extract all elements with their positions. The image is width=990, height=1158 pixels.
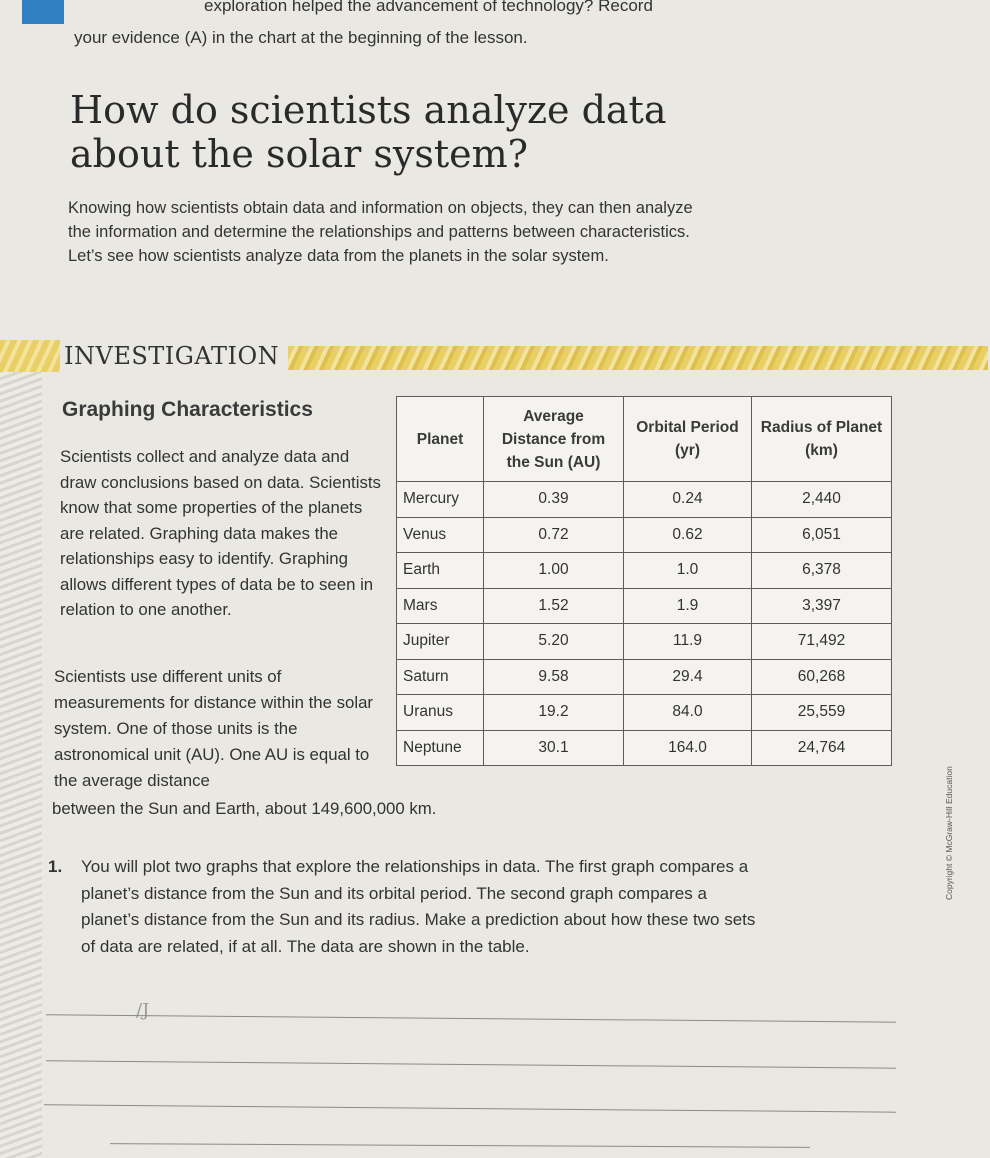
table-row: [397, 659, 892, 695]
cell-distance: 5.20: [484, 624, 624, 660]
investigation-stripe: [288, 346, 988, 370]
cell-planet: Mercury: [397, 482, 484, 518]
cell-radius: 60,268: [752, 659, 892, 695]
header-planet: Planet: [397, 397, 484, 482]
section-heading: Graphing Characteristics: [62, 398, 313, 421]
header-distance: Average Distance from the Sun (AU): [484, 397, 624, 482]
cell-orbital-period: 1.9: [624, 588, 752, 624]
cell-orbital-period: 0.62: [624, 517, 752, 553]
cell-distance: 0.39: [484, 482, 624, 518]
cell-radius: 24,764: [752, 730, 892, 766]
intro-paragraph: Knowing how scientists obtain data and information on objects, they can then analyze the information and determine the relationships and patterns between characteristics. Let’s see how scientists analyze data from the planets in the solar system.: [68, 199, 693, 265]
table-row: [397, 695, 892, 731]
pencil-mark-icon: /J: [136, 1000, 150, 1021]
investigation-stripe-left: [0, 340, 60, 372]
header-radius: Radius of Planet (km): [752, 397, 892, 482]
cell-radius: 6,051: [752, 517, 892, 553]
question-text: You will plot two graphs that explore the relationships in data. The first graph compares a planet’s distance from the Sun and its orbital period. The second graph compares a planet’s distance from the Sun and its radius. Make a prediction about how these two sets of data are related, if at all. The data are shown in the table.: [81, 857, 756, 956]
cell-radius: 3,397: [752, 588, 892, 624]
cell-distance: 30.1: [484, 730, 624, 766]
table-row: [397, 588, 892, 624]
cell-distance: 9.58: [484, 659, 624, 695]
cell-orbital-period: 29.4: [624, 659, 752, 695]
body-paragraph-2-tail: between the Sun and Earth, about 149,600,000 km.: [52, 799, 437, 818]
header-line-1: exploration helped the advancement of technology? Record: [204, 0, 653, 15]
page-title: How do scientists analyze data about the solar system?: [70, 88, 667, 176]
cell-planet: Venus: [397, 517, 484, 553]
cell-distance: 0.72: [484, 517, 624, 553]
cell-planet: Earth: [397, 553, 484, 589]
cell-planet: Neptune: [397, 730, 484, 766]
table-row: [397, 624, 892, 660]
cell-planet: Saturn: [397, 659, 484, 695]
cell-orbital-period: 84.0: [624, 695, 752, 731]
cell-radius: 25,559: [752, 695, 892, 731]
cell-radius: 6,378: [752, 553, 892, 589]
cell-radius: 2,440: [752, 482, 892, 518]
page-edge-pattern: [0, 370, 42, 1158]
cell-radius: 71,492: [752, 624, 892, 660]
cell-distance: 1.52: [484, 588, 624, 624]
investigation-band: [0, 336, 990, 378]
answer-line-2[interactable]: [46, 1060, 896, 1068]
table-row: [397, 517, 892, 553]
cell-orbital-period: 164.0: [624, 730, 752, 766]
cell-distance: 1.00: [484, 553, 624, 589]
cell-orbital-period: 0.24: [624, 482, 752, 518]
header-line-2: your evidence (A) in the chart at the beginning of the lesson.: [74, 28, 528, 47]
answer-line-4[interactable]: [110, 1143, 810, 1148]
header-orbital-period: Orbital Period (yr): [624, 397, 752, 482]
cell-orbital-period: 11.9: [624, 624, 752, 660]
question-number: 1.: [48, 857, 63, 876]
copyright-notice: Copyright © McGraw-Hill Education: [944, 766, 954, 900]
body-paragraph-1: Scientists collect and analyze data and draw conclusions based on data. Scientists know that some properties of the planets are related. Graphing data makes the relationships easy to identify. Graphing allows different types of data be to seen in relation to one another.: [60, 447, 381, 619]
cell-distance: 19.2: [484, 695, 624, 731]
cell-planet: Jupiter: [397, 624, 484, 660]
table-row: [397, 553, 892, 589]
table-header-row: [397, 397, 892, 482]
answer-line-1[interactable]: [46, 1014, 896, 1022]
table-row: [397, 482, 892, 518]
body-paragraph-2: Scientists use different units of measurements for distance within the solar system. One of those units is the astronomical unit (AU). One AU is equal to the average distance: [54, 667, 373, 790]
cell-planet: Uranus: [397, 695, 484, 731]
question-1: [48, 854, 768, 960]
investigation-label: INVESTIGATION: [64, 342, 280, 370]
answer-line-3[interactable]: [44, 1104, 896, 1112]
blue-corner-tab: [22, 0, 64, 24]
planet-data-table: [396, 396, 892, 766]
table-row: [397, 730, 892, 766]
cell-orbital-period: 1.0: [624, 553, 752, 589]
cell-planet: Mars: [397, 588, 484, 624]
